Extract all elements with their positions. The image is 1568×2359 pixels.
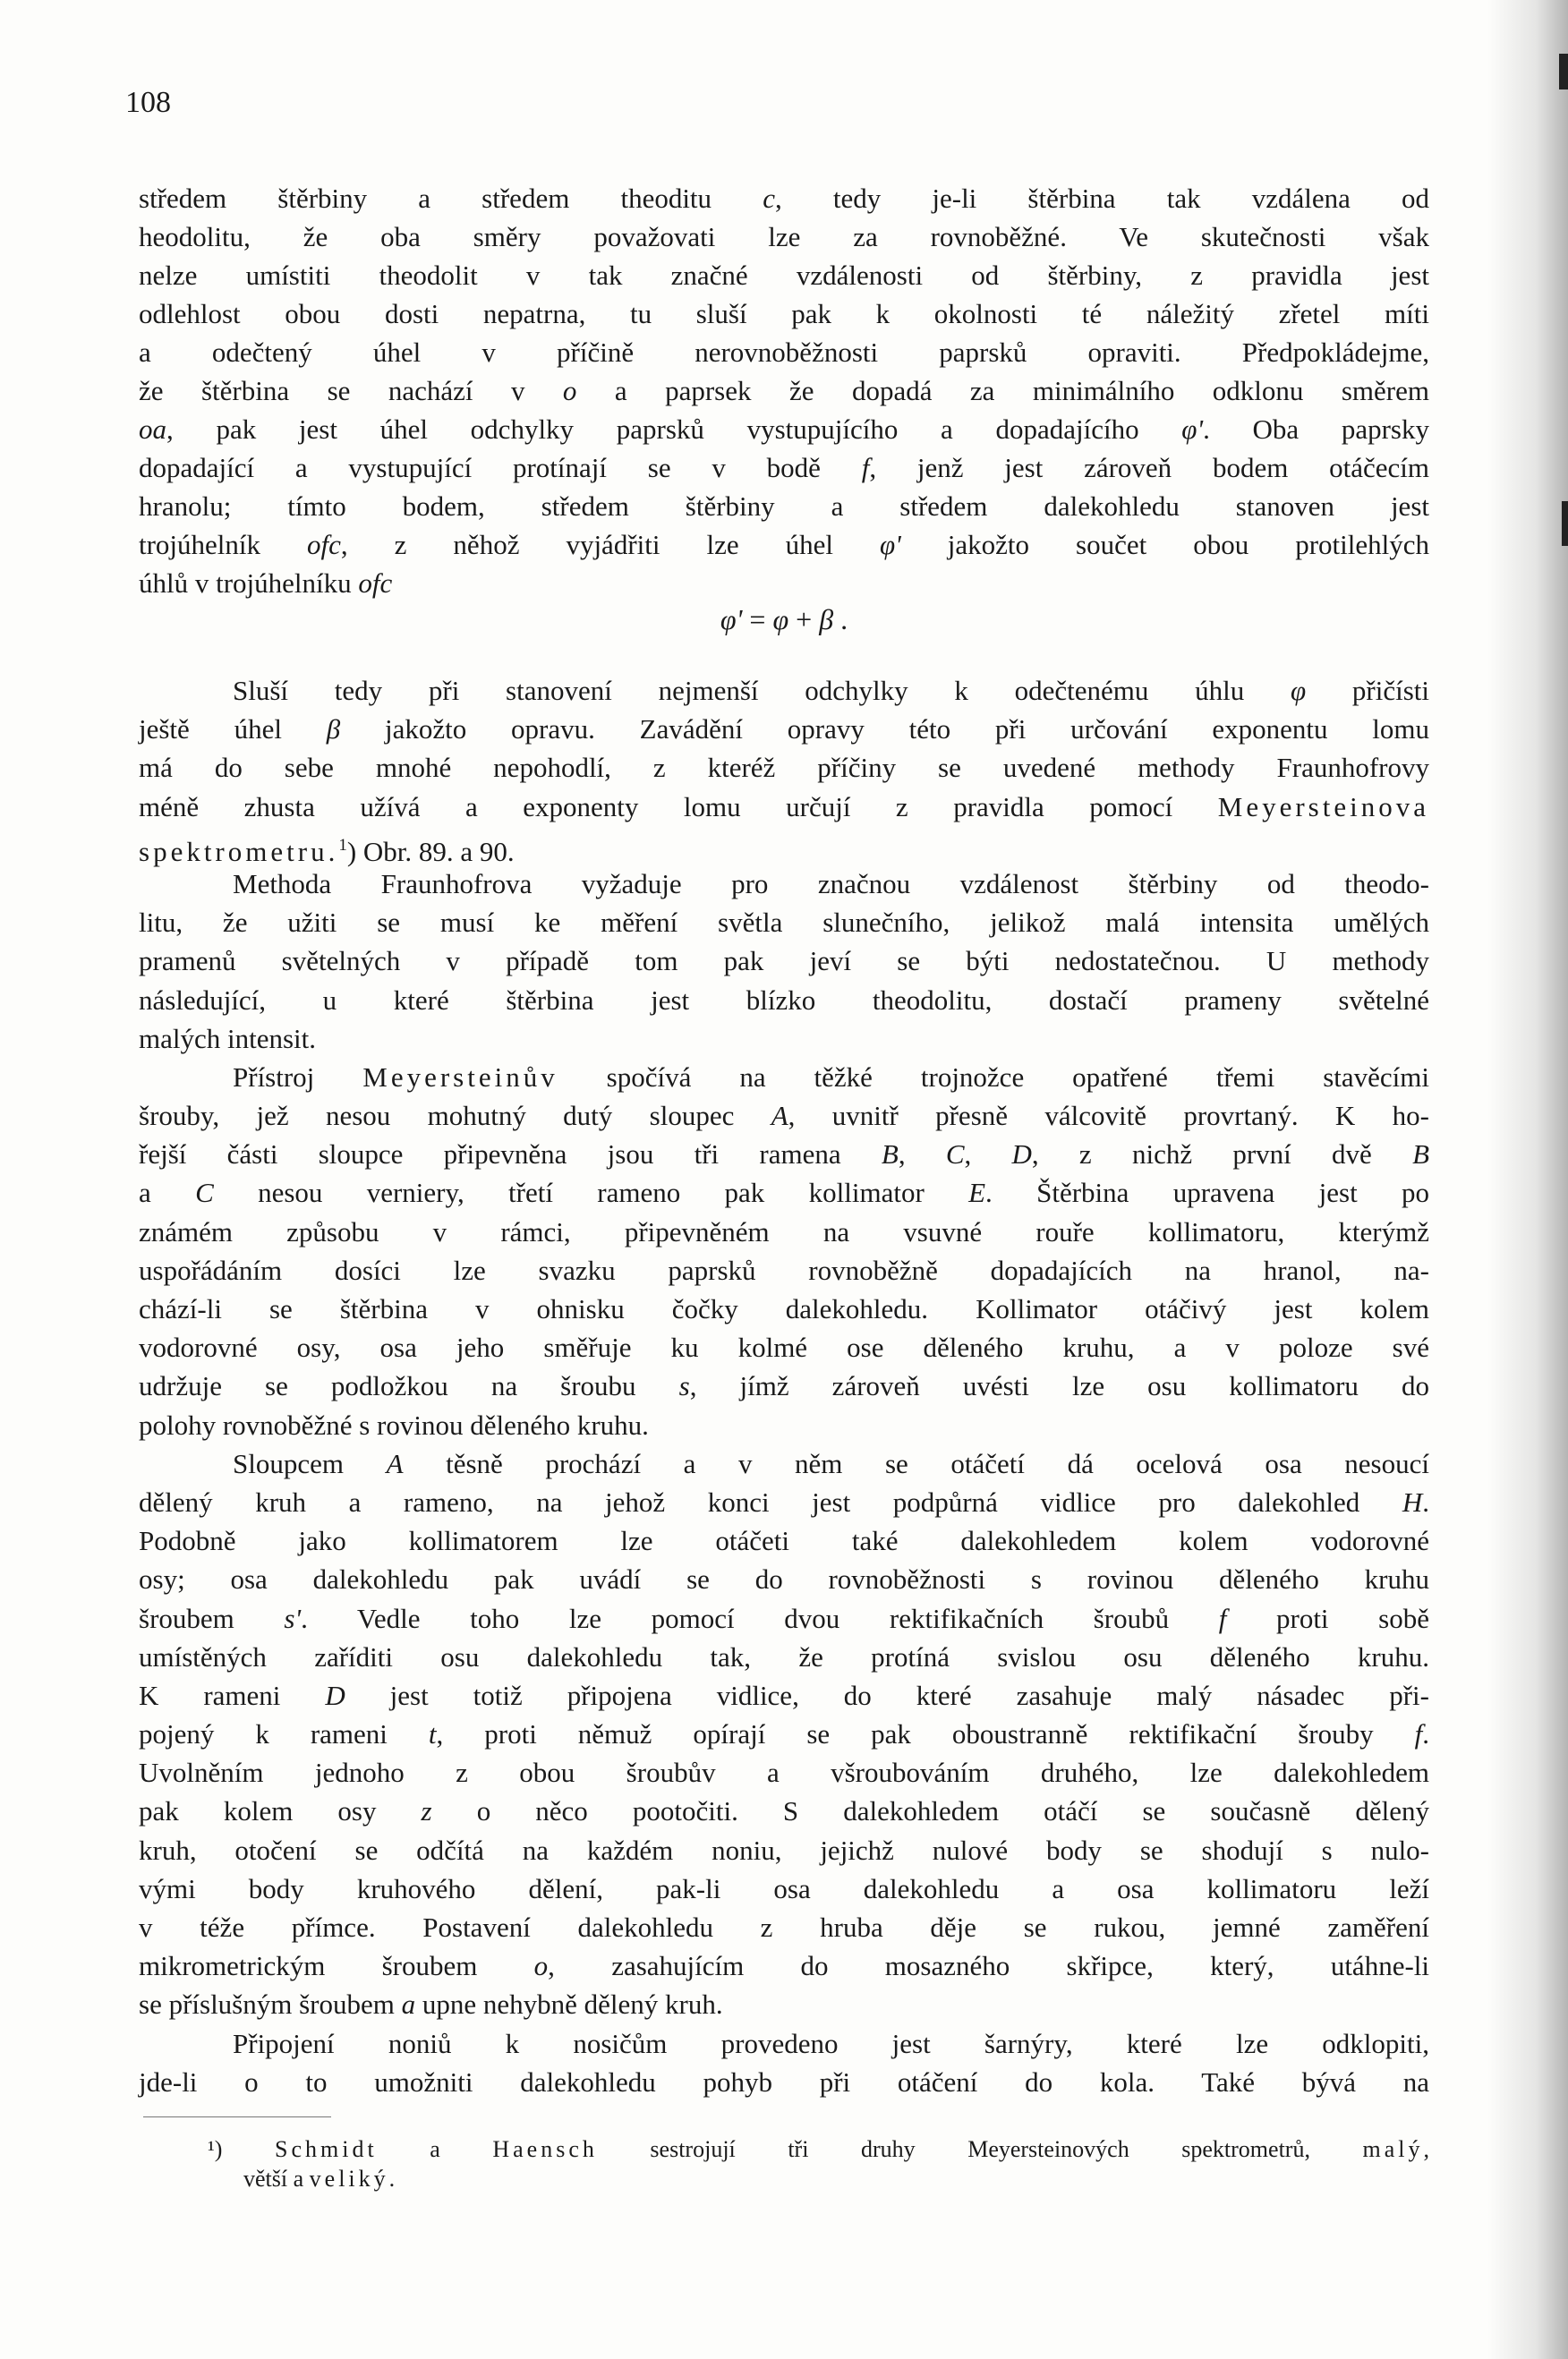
footnote-line [208, 2134, 1429, 2164]
text-line [139, 1096, 1429, 1135]
text-line [139, 217, 1429, 256]
text-run: = [742, 603, 773, 635]
body-text-main [139, 671, 1429, 2101]
italic-symbol: t [428, 1718, 437, 1750]
text-run: odlehlost obou dosti nepatrna, tu sluší pak k okolnosti té náležitý zřetel míti [139, 298, 1429, 329]
italic-symbol: B [881, 1138, 899, 1171]
text-line [139, 1792, 1429, 1830]
text-run: mikrometrickým šroubem [139, 1950, 534, 1982]
text-line [139, 294, 1429, 333]
italic-symbol: E [968, 1177, 986, 1209]
text-run: sestrojují tři druhy Meyersteinových spektrometrů, [597, 2136, 1363, 2162]
text-run: veliký [309, 2166, 389, 2192]
text-line [139, 487, 1429, 525]
text-run: , z něhož vyjádřiti lze úhel [340, 529, 880, 560]
text-line [139, 2063, 1429, 2101]
text-run: nesou verniery, třetí rameno pak kollimator [213, 1177, 969, 1209]
footnote-divider [143, 2116, 331, 2117]
text-run: se příslušným šroubem [139, 1989, 402, 2021]
equation [0, 603, 1568, 636]
text-run: polohy rovnoběžné s rovinou děleného kruhu. [139, 1409, 649, 1441]
text-run: . [388, 2166, 396, 2192]
footnotes [208, 2134, 1429, 2193]
italic-symbol: A [386, 1447, 404, 1479]
text-run: , proti němuž opírají se pak oboustranně rektifikační šrouby [436, 1718, 1415, 1750]
text-run: úhlů v trojúhelníku [139, 567, 359, 599]
text-run: méně zhusta užívá a exponenty lomu určují z pravidla pomocí [139, 790, 1218, 822]
text-line [139, 2024, 1429, 2063]
text-run: , jenž jest zároveň bodem otáčecím [869, 452, 1429, 483]
text-run: malých intensit. [139, 1022, 317, 1054]
text-line [139, 788, 1429, 826]
italic-symbol: f [1218, 1602, 1227, 1634]
text-run: nelze umístiti theodolit v tak značné vzdálenosti od štěrbiny, z pravidla jest [139, 260, 1429, 291]
text-run: šrouby, jež nesou mohutný dutý sloupec [139, 1100, 771, 1132]
italic-symbol: C [945, 1138, 965, 1171]
text-line [139, 1019, 1429, 1058]
scan-edge-mark [1559, 54, 1568, 89]
text-line [139, 1946, 1429, 1985]
text-run: pak kolem osy [139, 1795, 422, 1827]
italic-symbol: c [763, 183, 775, 214]
italic-symbol: φ' [879, 529, 901, 560]
text-run: , tedy je-li štěrbina tak vzdálena od [774, 183, 1430, 214]
text-run: jakožto součet obou protilehlých [900, 529, 1429, 560]
italic-symbol: s' [284, 1602, 302, 1634]
italic-symbol: ofc [307, 529, 341, 560]
text-run: Meyersteinův [362, 1060, 558, 1093]
italic-symbol: φ [772, 603, 789, 635]
text-run: Podobně jako kollimatorem lze otáčeti také dalekohledem kolem vodorovné [139, 1525, 1429, 1557]
text-run: řejší části sloupce připevněna jsou tři ramena [139, 1138, 882, 1171]
text-run: malý [1362, 2136, 1424, 2162]
text-run: chází-li se štěrbina v ohnisku čočky dalekohledu. Kollimator otáčivý jest kolem [139, 1293, 1429, 1324]
paragraph [139, 1444, 1429, 2024]
text-line [139, 1058, 1429, 1096]
text-run: pojený k rameni [139, 1718, 429, 1750]
text-line [139, 1638, 1429, 1676]
text-run: , zasahujícím do mosazného skřipce, který, utáhne-li [548, 1950, 1429, 1982]
text-line [139, 903, 1429, 941]
text-line [139, 1521, 1429, 1560]
text-run: Uvolněním jednoho z obou šroubův a všroubováním druhého, lze dalekohledem [139, 1757, 1429, 1789]
text-run: dělený kruh a rameno, na jehož konci jest podpůrná vidlice pro dalekohled [139, 1486, 1402, 1518]
text-run: Haensch [492, 2136, 598, 2162]
text-run: K rameni [139, 1679, 326, 1711]
text-run: spektrometru. [139, 835, 339, 867]
text-run: Meyersteinova [1217, 790, 1429, 822]
italic-symbol: f [861, 452, 870, 483]
text-line [139, 748, 1429, 787]
text-line [139, 1251, 1429, 1290]
italic-symbol: ofc [358, 567, 393, 599]
text-line [139, 1483, 1429, 1521]
italic-symbol: β [326, 713, 341, 745]
text-line [139, 941, 1429, 980]
text-run: Methoda Fraunhofrova vyžaduje pro značnou vzdálenost štěrbiny od theodo- [233, 867, 1429, 899]
italic-symbol: D [325, 1679, 345, 1711]
text-line [139, 710, 1429, 748]
footnote-line [208, 2164, 1429, 2193]
text-line [139, 1173, 1429, 1212]
text-run: dopadající a vystupující protínají se v bodě [139, 452, 862, 483]
paragraph [139, 179, 1429, 602]
paragraph [139, 864, 1429, 1058]
text-run: ) Obr. 89. a 90. [346, 835, 515, 867]
text-run: a [377, 2136, 493, 2162]
italic-symbol: φ [1290, 675, 1307, 706]
text-line [139, 1135, 1429, 1173]
text-run: jde-li o to umožniti dalekohledu pohyb při otáčení do kola. Také bývá na [139, 2065, 1429, 2098]
text-line [139, 1869, 1429, 1908]
text-run: Přístroj [233, 1060, 363, 1093]
body-text-top [139, 179, 1429, 602]
text-line [139, 671, 1429, 710]
text-line [139, 1444, 1429, 1483]
italic-symbol: B [1412, 1138, 1430, 1171]
text-line [139, 864, 1429, 903]
text-line [139, 1290, 1429, 1328]
scan-edge-shadow [1487, 0, 1568, 2359]
text-line [139, 1213, 1429, 1251]
text-run: udržuje se podložkou na šroubu [139, 1370, 679, 1402]
text-run: , jímž zároveň uvésti lze osu kollimatoru do [689, 1370, 1429, 1402]
text-line [139, 1715, 1429, 1753]
text-run: litu, že užiti se musí ke měření světla slunečního, jelikož malá intensita umělých [139, 907, 1429, 939]
text-line [139, 1676, 1429, 1715]
text-run: a [139, 1177, 196, 1209]
text-line [139, 1560, 1429, 1598]
text-run: , pak jest úhel odchylky paprsků vystupujícího a dopadajícího [166, 413, 1182, 445]
text-run: , [898, 1138, 946, 1171]
italic-symbol: D [1011, 1138, 1032, 1171]
text-run: . [833, 603, 848, 635]
text-line [139, 1328, 1429, 1367]
text-run: v téže přímce. Postavení dalekohledu z hruba děje se rukou, jemné zaměření [139, 1912, 1429, 1943]
italic-symbol: A [771, 1100, 788, 1132]
text-run: trojúhelník [139, 529, 308, 560]
text-run: , uvnitř přesně válcovitě provrtaný. K ho- [788, 1100, 1429, 1132]
text-line [139, 1406, 1429, 1444]
italic-symbol: f [1414, 1718, 1423, 1750]
italic-symbol: s [678, 1370, 690, 1402]
text-run: . [1422, 1486, 1429, 1518]
paragraph [139, 2024, 1429, 2101]
text-run: má do sebe mnohé nepohodlí, z kteréž příčiny se uvedené methody Fraunhofrovy [139, 752, 1429, 784]
text-line [139, 1908, 1429, 1946]
text-line [139, 826, 1429, 867]
text-line [139, 564, 1429, 602]
italic-symbol: z [421, 1795, 432, 1827]
text-line [139, 448, 1429, 487]
text-run: , [1423, 2136, 1430, 2162]
text-line [139, 1367, 1429, 1405]
text-run: + [788, 603, 820, 635]
text-run: následující, u které štěrbina jest blízko theodolitu, dostačí prameny světelné [139, 984, 1429, 1016]
text-run: Sluší tedy při stanovení nejmenší odchylky k odečtenému úhlu [233, 675, 1291, 706]
text-run: ¹) [208, 2136, 276, 2162]
text-line [139, 1831, 1429, 1869]
italic-symbol: C [195, 1177, 214, 1209]
italic-symbol: φ' [720, 603, 743, 635]
text-run: kruh, otočení se odčítá na každém noniu, jejichž nulové body se shodují s nulo- [139, 1834, 1429, 1866]
text-run: hranolu; tímto bodem, středem štěrbiny a středem dalekohledu stanoven jest [139, 490, 1429, 522]
text-run: přičísti [1306, 675, 1429, 706]
text-run: . Vedle toho lze pomocí dvou rektifikačních šroubů [301, 1602, 1219, 1634]
italic-symbol: H [1402, 1486, 1423, 1518]
text-run: proti sobě [1226, 1602, 1430, 1634]
paragraph [139, 1058, 1429, 1444]
text-run: uspořádáním dosíci lze svazku paprsků rovnoběžně dopadajících na hranol, na- [139, 1254, 1429, 1286]
text-line [139, 1985, 1429, 2023]
text-run: šroubem [139, 1602, 285, 1634]
text-run: . Oba paprsky [1203, 413, 1429, 445]
italic-symbol: oa [139, 413, 166, 445]
text-run: . Štěrbina upravena jest po [985, 1177, 1429, 1209]
text-run: osy; osa dalekohledu pak uvádí se do rovnoběžnosti s rovinou děleného kruhu [139, 1563, 1429, 1596]
text-run: Schmidt [275, 2136, 378, 2162]
text-run: heodolitu, že oba směry považovati lze za rovnoběžné. Ve skutečnosti však [139, 221, 1429, 252]
scan-edge-mark [1562, 501, 1568, 546]
italic-symbol: o [533, 1950, 549, 1982]
text-run: , [964, 1138, 1012, 1171]
text-run: pramenů světelných v případě tom pak jeví se býti nedostatečnou. U methody [139, 945, 1429, 977]
italic-symbol: o [562, 375, 577, 406]
text-run: jakožto opravu. Zavádění opravy této při určování exponentu lomu [340, 713, 1430, 745]
text-run: středem štěrbiny a středem theoditu [139, 183, 763, 214]
text-line [139, 410, 1429, 448]
text-run: že štěrbina se nachází v [139, 375, 563, 406]
text-run: upne nehybně dělený kruh. [415, 1989, 723, 2021]
text-run: a paprsek že dopadá za minimálního odklonu směrem [576, 375, 1429, 406]
text-line [139, 1599, 1429, 1638]
text-line [139, 1753, 1429, 1792]
text-line [139, 525, 1429, 564]
text-line [139, 333, 1429, 371]
text-line [139, 981, 1429, 1019]
text-run: . [1422, 1718, 1429, 1750]
text-run: umístěných zaříditi osu dalekohledu tak, že protíná svislou osu děleného kruhu. [139, 1640, 1429, 1673]
text-run: známém způsobu v rámci, připevněném na vsuvné rouře kollimatoru, kterýmž [139, 1215, 1429, 1248]
italic-symbol: a [401, 1989, 416, 2021]
text-run: Sloupcem [233, 1447, 387, 1479]
text-run: Připojení noniů k nosičům provedeno jest šarnýry, které lze odklopiti, [233, 2027, 1429, 2059]
text-run: jest totiž připojena vidlice, do které zasahuje malý násadec při- [345, 1679, 1429, 1711]
page-number: 108 [125, 86, 171, 119]
italic-symbol: φ' [1181, 413, 1204, 445]
text-run: spočívá na těžké trojnožce opatřené třemi stavěcími [558, 1060, 1429, 1093]
text-line [139, 256, 1429, 294]
paragraph [139, 671, 1430, 867]
text-run: ještě úhel [139, 713, 327, 745]
text-run: těsně prochází a v něm se otáčetí dá ocelová osa nesoucí [403, 1447, 1429, 1479]
text-line [139, 371, 1429, 410]
footnote-marker: 1 [338, 835, 347, 855]
text-run: o něco pootočiti. S dalekohledem otáčí se současně dělený [431, 1795, 1430, 1827]
text-run: vodorovné osy, osa jeho směřuje ku kolmé ose děleného kruhu, a v poloze své [139, 1332, 1429, 1364]
text-line [139, 179, 1429, 217]
text-run: a odečtený úhel v příčině nerovnoběžnosti paprsků opraviti. Předpokládejme, [139, 336, 1429, 368]
text-run: vými body kruhového dělení, pak-li osa dalekohledu a osa kollimatoru leží [139, 1872, 1429, 1904]
text-run: větší a [243, 2166, 310, 2192]
italic-symbol: β [819, 603, 834, 635]
text-run: , z nichž první dvě [1031, 1138, 1413, 1171]
